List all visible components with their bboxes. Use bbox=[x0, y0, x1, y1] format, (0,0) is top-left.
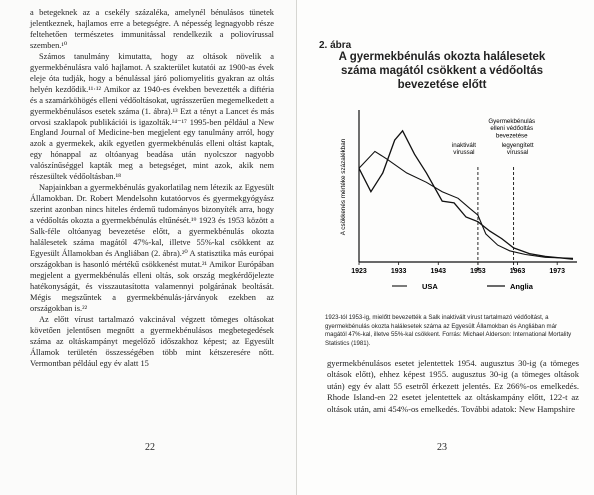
x-tick-label: 1933 bbox=[390, 268, 407, 275]
annotation-vaccine-introduction: Gyermekbénulás bbox=[488, 118, 536, 125]
chart-legend bbox=[392, 282, 534, 291]
chart-ticks bbox=[351, 262, 565, 275]
paragraph: a betegeknek az a csekély százaléka, amelynél bénulásos tünetek jelentkeznek, hajlamos erre a betegségre. A népesség legnagyobb része feltehetően természetes immunitással rendelkezik a poliovírussal szemben.¹⁰ bbox=[30, 8, 274, 50]
paragraph: gyermekbénulásos esetet jelentettek 1954. augusztus 30-ig (a tömeges oltások előtt), ehhez képest 1955. augusztus 30-ig (a tömeges oltások után) egy év alatt 55 esetről érkezett jelentés. Ez 266%-os emelkedés. Rhode Island-en 22 esetet jelentettek az oltáskampány előtt, 122-t az oltások után, ami 454%-os emelkedés. További adatok: New Hampshire bbox=[327, 358, 579, 414]
left-body-text bbox=[30, 8, 274, 369]
x-tick-label: 1953 bbox=[470, 268, 486, 275]
series-line-usa bbox=[359, 151, 573, 258]
y-axis-label: A csökkenés mértéke százalékban bbox=[340, 138, 347, 236]
mortality-line-chart bbox=[297, 0, 594, 320]
x-tick-label: 1943 bbox=[430, 268, 447, 275]
x-tick-label: 1963 bbox=[509, 268, 526, 275]
annotation-vaccine-type: legyengített bbox=[501, 142, 534, 149]
figure-label: 2. ábra bbox=[319, 40, 352, 51]
chart-annotations bbox=[452, 118, 535, 272]
page-number-left: 22 bbox=[145, 442, 155, 453]
annotation-vaccine-introduction: elleni védőoltás bbox=[490, 125, 534, 133]
x-tick-label: 1923 bbox=[351, 268, 367, 275]
annotation-vaccine-type: vírussal bbox=[506, 149, 529, 157]
annotation-vaccine-introduction: bevezetése bbox=[495, 132, 528, 140]
annotation-vaccine-type: vírussal bbox=[453, 149, 475, 157]
legend-label-usa: USA bbox=[422, 282, 438, 291]
chart-axes bbox=[340, 110, 577, 262]
figure-title: A gyermekbénulás okozta halálesetek száma magától csökkent a védőoltás bevezetése előtt bbox=[338, 51, 546, 91]
paragraph: Számos tanulmány kimutatta, hogy az oltások növelik a gyermekbénulásra való hajlamot. A szakterület kutatói az 1900-as évek eleje óta tudják, hogy a bénulással járó poliomyelitis gyakran az oltás helyén kezdődik.¹¹·¹² Amikor az 1940-es években bevezették a diftéria és a szamárköhögés elleni védőoltásokat, ugrásszerűen megemelkedett a gyermekbénulásos esetek száma (1. ábra).¹³ Ezt a tényt a Lancet és más orvosi szaklapok publikációi is igazolták.¹⁴⁻¹⁷ 1995-ben például a New England Journal of Medicine-ben megjelent egy tanulmány arról, hogy azok a gyermekek, akik egyetlen gyermekbénulás elleni oltást kaptak, egy hónappal az oltóanyag beadása után nyolcszor nagyobb valószínűséggel kapták meg a betegséget, mint azok, akik nem részesültek védőoltásban.¹⁸ bbox=[30, 51, 274, 182]
legend-label-anglia: Anglia bbox=[510, 282, 533, 291]
figure-caption: 1923-tól 1953-ig, mielőtt bevezették a Salk inaktivált vírust tartalmazó védőoltást, a gyermekbénulás okozta halálesetek száma az Egyesült Államokban és Angliában már magától 47%-kal, illetve 55%-kal csökkent. Forrás: Michael Alderson: International Mortality Statistics (1981). bbox=[325, 314, 572, 347]
page-number-right: 23 bbox=[437, 442, 447, 453]
x-tick-label: 1973 bbox=[549, 268, 565, 275]
right-body-text bbox=[327, 358, 579, 415]
paragraph: Napjainkban a gyermekbénulás gyakorlatilag nem létezik az Egyesült Államokban. Dr. Robert Mendelsohn kutatóorvos és gyermekgyógyász szerint azonban nincs hiteles érdemű tudományos bizonyíték arra, hogy a védőoltás okozta a gyermekbénulás eltűnését.¹⁹ 1923 és 1953 között a Salk-féle oltóanyag bevezetése előtt, a gyermekbénulás okozta halálesetek száma magától 47%-kal, illetve 55%-kal csökkent az Egyesült Államokban és Angliában (2. ábra).²⁰ A statisztika más európai országokban is hasonló mértékű csökkenést mutat.²¹ Amikor Európában megjelent a gyermekbénulás elleni oltás, sok ország megkérdőjelezte hatékonyságát, és visszautasította valamennyi polgárának beoltását. Mégis megszűntek a gyermekbénulás-járványok ezekben az országokban is.²² bbox=[30, 183, 274, 313]
right-page bbox=[297, 0, 594, 495]
annotation-vaccine-type: inaktivált bbox=[451, 142, 476, 149]
paragraph: Az előtt vírust tartalmazó vakcinával végzett tömeges oltásokat követően jelentősen megnőtt a gyermekbénulásos megbetegedések száma az oltáskampányt megelőző időszakhoz képest; az Egyesült Államok területén összességében több mint kétszeresére nőtt. Vermontban például egy év alatt 15 bbox=[30, 314, 274, 368]
